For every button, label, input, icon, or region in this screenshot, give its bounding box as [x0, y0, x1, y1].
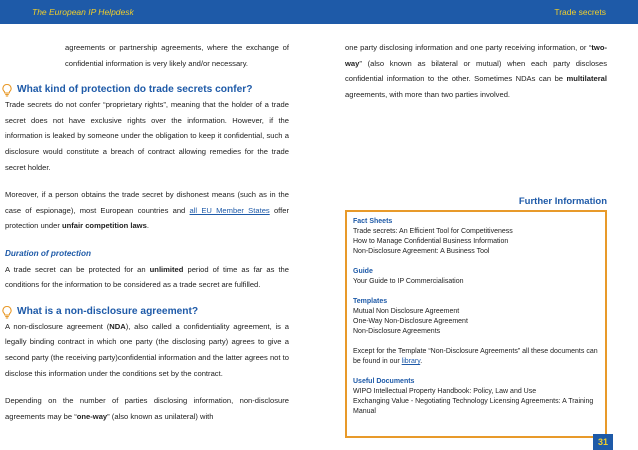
- useful-document-link[interactable]: WIPO Intellectual Property Handbook: Policy, Law and Use: [353, 388, 537, 395]
- paragraph-duration: A trade secret can be protected for an unlimited period of time as far as the conditions for the information to be considered as a trade secret are fulfilled.: [5, 264, 289, 290]
- page-number: 31: [593, 434, 613, 450]
- eu-member-states-link[interactable]: all EU Member States: [189, 205, 270, 215]
- question-heading-2: What is a non-disclosure agreement?: [1, 305, 289, 319]
- fact-sheet-link[interactable]: Non-Disclosure Agreement: A Business Tool: [353, 248, 490, 255]
- guide-link[interactable]: Your Guide to IP Commercialisation: [353, 278, 464, 285]
- fact-sheet-link[interactable]: How to Manage Confidential Business Information: [353, 238, 509, 245]
- lightbulb-icon: [1, 305, 13, 319]
- page-header: [0, 0, 638, 24]
- header-section: Trade secrets: [554, 7, 606, 17]
- templates-heading: Templates: [353, 298, 388, 305]
- left-column: [5, 40, 289, 424]
- template-link[interactable]: Mutual Non Disclosure Agreement: [353, 308, 460, 315]
- paragraph-unfair-competition: Moreover, if a person obtains the trade secret by dishonest means (such as in the case of espionage), most European countries and all EU Member States offer protection under unfair competition laws.: [5, 190, 290, 231]
- useful-documents-heading: Useful Documents: [353, 378, 415, 385]
- fact-sheet-link[interactable]: Trade secrets: An Efficient Tool for Competitiveness: [353, 228, 513, 235]
- intro-paragraph: agreements or partnership agreements, where the exchange of confidential information is very likely and/or necessary.: [65, 43, 289, 68]
- header-title: The European IP Helpdesk: [32, 7, 134, 17]
- subheading-duration: Duration of protection: [5, 248, 91, 258]
- paragraph-nda: A non-disclosure agreement (NDA), also called a confidentiality agreement, is a legally binding contract in which one party (the disclosing party) agrees to give a second party (the receiving party)confidential information and the latter agrees not to disclose this information under the conditions set by the contract.: [5, 321, 289, 378]
- further-information-box: [345, 210, 607, 438]
- paragraph-protection: Trade secrets do not confer “proprietary rights”, meaning that the holder of a trade secret does not have exclusive rights over the information. However, if the information is leaked by someone under the obligation to keep it confidential, such a disclosure would constitute a breach of contract allowing remedies for the trade secret holder.: [5, 100, 289, 172]
- lightbulb-icon: [1, 83, 13, 97]
- template-link[interactable]: Non-Disclosure Agreements: [353, 328, 441, 335]
- paragraph-parties: Depending on the number of parties disclosing information, non-disclosure agreements may be “one-way” (also known as unilateral) with: [5, 396, 289, 421]
- right-column: [345, 40, 607, 102]
- library-note: Except for the Template “Non-Disclosure Agreements” all these documents can be found in our library.: [353, 348, 598, 365]
- further-information-title: Further Information: [518, 196, 607, 207]
- question-heading-1: What kind of protection do trade secrets confer?: [1, 83, 289, 97]
- fact-sheets-heading: Fact Sheets: [353, 218, 393, 225]
- guide-heading: Guide: [353, 268, 373, 275]
- template-link[interactable]: One-Way Non-Disclosure Agreement: [353, 318, 468, 325]
- useful-document-link[interactable]: Exchanging Value - Negotiating Technology Licensing Agreements: A Training Manual: [353, 398, 594, 415]
- paragraph-two-way: one party disclosing information and one party receiving information, or “two-way” (also known as bilateral or mutual) when each party discloses confidential information to the other. Sometimes NDAs can be multilateral agreements, with more than two parties involved.: [345, 43, 607, 99]
- library-link[interactable]: library: [401, 358, 421, 365]
